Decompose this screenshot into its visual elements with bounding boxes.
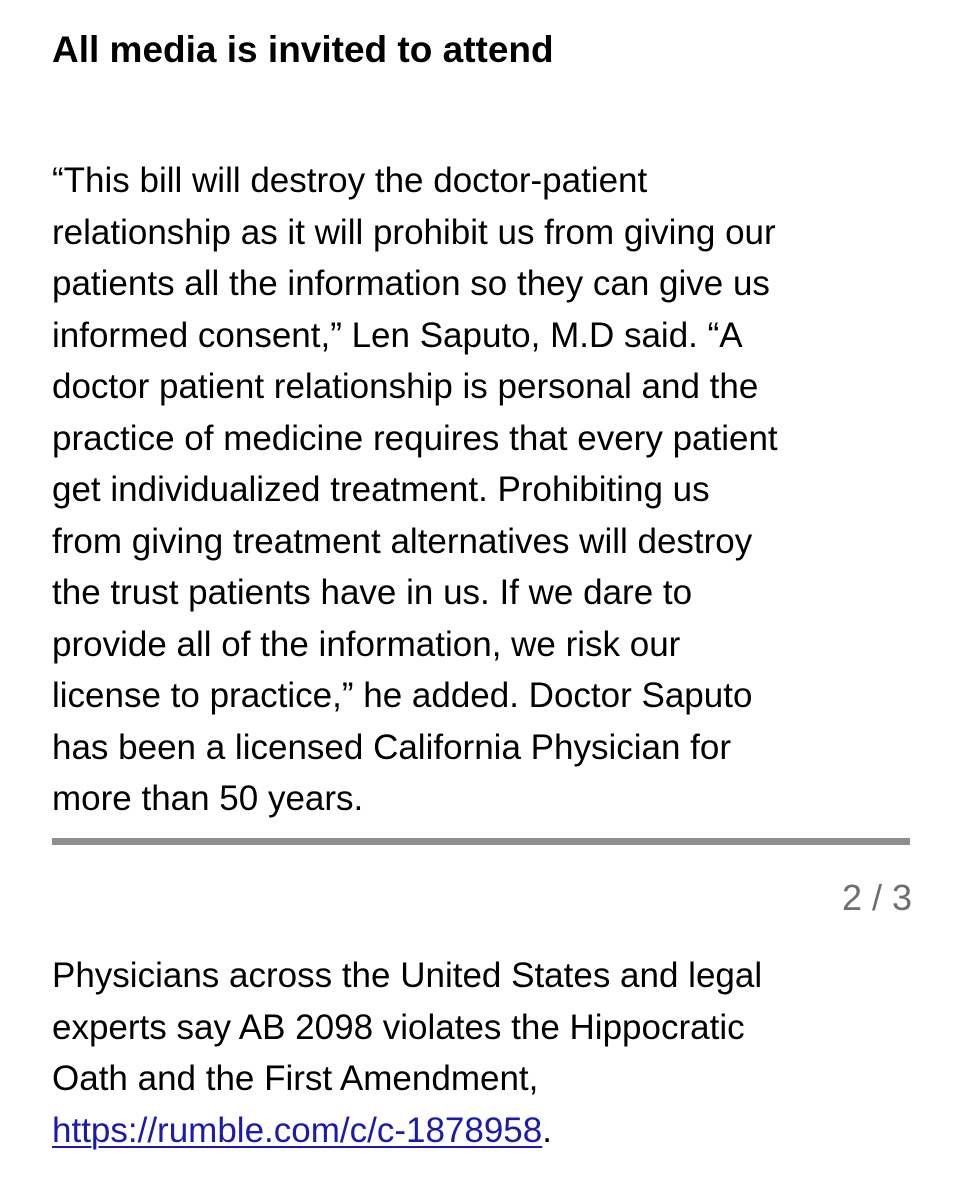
rumble-link[interactable]: https://rumble.com/c/c-1878958	[52, 1110, 543, 1150]
section-divider	[52, 838, 910, 845]
quote-paragraph: “This bill will destroy the doctor-patient relationship as it will prohibit us from giving our patients all the information so they can give us informed consent,” Len Saputo, M.D said. “A doctor patient relationship is personal and the practice of medicine requires that every patient get individualized treatment. Prohibiting us from giving treatment alternatives will destroy the trust patients have in us. If we dare to provide all of the information, we risk our license to practice,” he added. Doctor Saputo has been a licensed California Physician for more than 50 years.	[52, 161, 778, 818]
second-paragraph-trailing: .	[542, 1110, 552, 1150]
page-heading: All media is invited to attend	[52, 29, 554, 70]
page-counter: 2 / 3	[841, 877, 912, 918]
second-paragraph-text: Physicians across the United States and legal experts say AB 2098 violates the Hippocratic Oath and the First Amendment,	[52, 956, 763, 1098]
second-paragraph	[52, 950, 914, 1156]
